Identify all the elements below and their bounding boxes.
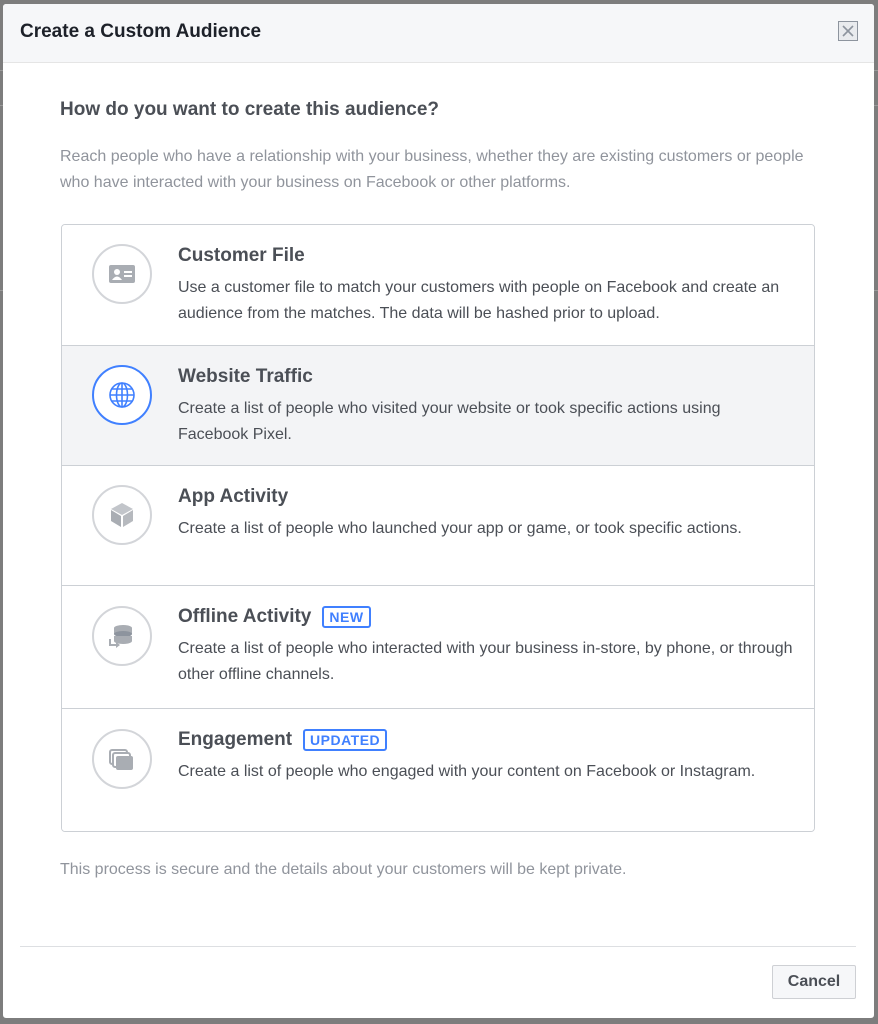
option-title <box>178 366 313 388</box>
option-description: Use a customer file to match your customers with people on Facebook and create an audience from the matches. The data will be hashed prior to upload. <box>178 279 780 322</box>
option-description: Create a list of people who interacted with your business in-store, by phone, or through other offline channels. <box>178 640 793 683</box>
option-title-text: Customer File <box>178 245 305 266</box>
cube-icon <box>92 485 152 545</box>
close-icon <box>839 22 857 40</box>
option-title <box>178 606 371 628</box>
option-description: Create a list of people who visited your website or took specific actions using Facebook Pixel. <box>178 400 721 443</box>
option-title-text: Website Traffic <box>178 366 313 387</box>
option-engagement[interactable] <box>62 709 814 831</box>
option-app-activity[interactable] <box>62 466 814 586</box>
dialog-header <box>3 4 874 63</box>
contact-card-icon <box>92 244 152 304</box>
audience-options-list <box>61 224 815 832</box>
option-title <box>178 486 288 508</box>
option-title-text: App Activity <box>178 486 289 507</box>
stacked-cards-icon <box>92 729 152 789</box>
dialog-title: Create a Custom Audience <box>20 21 262 42</box>
option-description: Create a list of people who launched your app or game, or took specific actions. <box>178 520 742 537</box>
question-heading: How do you want to create this audience? <box>60 99 439 120</box>
option-customer-file[interactable] <box>62 225 814 346</box>
globe-icon <box>92 365 152 425</box>
option-offline-activity[interactable] <box>62 586 814 709</box>
option-title-text: Engagement <box>178 729 293 750</box>
updated-badge: UPDATED <box>303 729 387 751</box>
option-title-text: Offline Activity <box>178 606 312 627</box>
privacy-note: This process is secure and the details about your customers will be kept private. <box>60 861 627 878</box>
close-button[interactable] <box>838 21 858 41</box>
database-sync-icon <box>92 606 152 666</box>
intro-text: Reach people who have a relationship with your business, whether they are existing customers or people who have interacted with your business on Facebook or other platforms. <box>60 148 804 191</box>
option-website-traffic[interactable] <box>62 346 814 466</box>
new-badge: NEW <box>322 606 370 628</box>
cancel-button[interactable]: Cancel <box>772 965 856 999</box>
option-title <box>178 729 387 751</box>
footer-divider <box>20 946 856 947</box>
custom-audience-dialog <box>3 4 874 1018</box>
option-description: Create a list of people who engaged with your content on Facebook or Instagram. <box>178 763 756 780</box>
option-title <box>178 245 305 267</box>
